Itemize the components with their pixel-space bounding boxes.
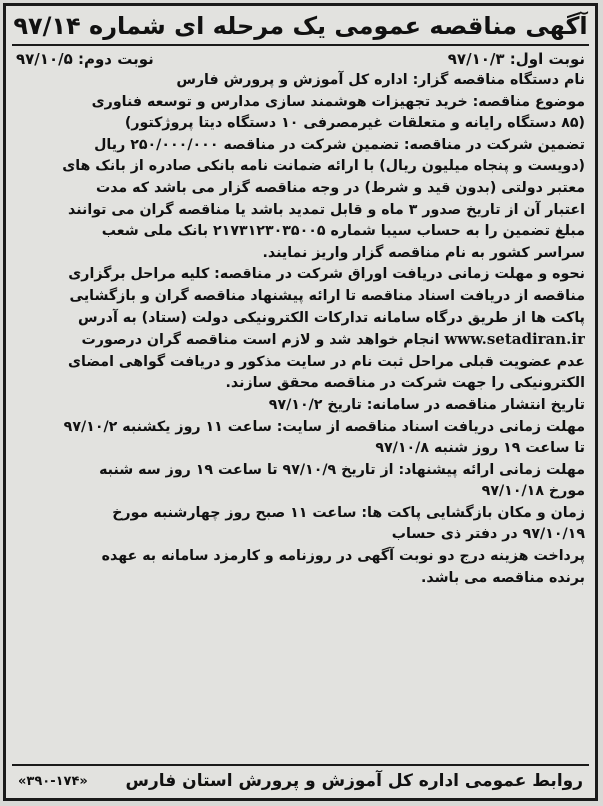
notice-footer xyxy=(12,764,589,796)
procedure-line-2: مناقصه از دریافت اسناد مناقصه تا ارائه پیشنهاد مناقصه گران و بازگشایی xyxy=(69,287,585,304)
system-publish-date: تاریخ انتشار مناقصه در سامانه: تاریخ ۹۷/۱۰/۲ xyxy=(268,396,585,413)
procedure-line-6: الکترونیکی را جهت شرکت در مناقصه محقق سازند. xyxy=(225,375,585,392)
first-publication: نوبت اول: ۹۷/۱۰/۳ xyxy=(447,50,585,68)
procedure-line-5: عدم عضویت قبلی مراحل ثبت نام در سایت مذکور و دریافت گواهی امضای xyxy=(68,353,585,370)
bid-deadline-line-2: مورخ ۹۷/۱۰/۱۸ xyxy=(481,483,585,500)
cost-line-2: برنده مناقصه می باشد. xyxy=(421,569,585,586)
organizer-line: نام دستگاه مناقصه گزار: اداره کل آموزش و پرورش فارس xyxy=(176,72,585,88)
procedure-line-4: www.setadiran.ir انجام خواهد شد و لازم است مناقصه گران درصورت xyxy=(81,330,585,349)
footer-organization: روابط عمومی اداره کل آموزش و پرورش استان فارس xyxy=(125,771,583,791)
guarantee-line-5: مبلغ تضمین را به حساب سیبا شماره ۲۱۷۳۱۲۳۰۳۵۰۰۵ بانک ملی شعب xyxy=(101,223,585,240)
subject-detail-line: (۸۵ دستگاه رایانه و متعلقات غیرمصرفی ۱۰ دستگاه دیتا پروژکتور) xyxy=(124,115,585,132)
guarantee-line-1: تضمین شرکت در مناقصه: تضمین شرکت در مناقصه ۲۵۰/۰۰۰/۰۰۰ ریال xyxy=(94,136,585,153)
opening-line-1: زمان و مکان بازگشایی پاکت ها: ساعت ۱۱ صبح روز چهارشنبه مورخ xyxy=(112,504,585,521)
guarantee-line-3: معتبر دولتی (بدون قید و شرط) در وجه مناقصه گزار می باشد که مدت xyxy=(95,179,585,196)
guarantee-line-4: اعتبار آن از تاریخ صدور ۳ ماه و قابل تمدید باشد یا مناقصه گران می توانند xyxy=(68,201,585,218)
guarantee-line-6: سراسر کشور به نام مناقصه گزار واریز نمایند. xyxy=(262,244,585,261)
footer-code: «۳۹۰-۱۷۴» xyxy=(18,773,88,789)
tender-notice xyxy=(3,3,598,801)
subject-line: موضوع مناقصه: خرید تجهیزات هوشمند سازی مدارس و توسعه فناوری xyxy=(91,93,585,110)
guarantee-line-2: (دویست و پنجاه میلیون ریال) با ارائه ضمانت نامه بانکی صادره از بانک های xyxy=(62,158,585,175)
second-publication: نوبت دوم: ۹۷/۱۰/۵ xyxy=(16,50,154,68)
publication-dates xyxy=(16,49,585,70)
bid-deadline-line-1: مهلت زمانی ارائه پیشنهاد: از تاریخ ۹۷/۱۰/۹ تا ساعت ۱۹ روز سه شنبه xyxy=(99,461,585,478)
procedure-line-1: نحوه و مهلت زمانی دریافت اوراق شرکت در مناقصه: کلیه مراحل برگزاری xyxy=(68,266,585,283)
docs-deadline-line-2: تا ساعت ۱۹ روز شنبه ۹۷/۱۰/۸ xyxy=(375,440,585,457)
notice-title: آگهی مناقصه عمومی یک مرحله ای شماره ۹۷/۱۴ xyxy=(12,8,589,46)
website-link[interactable]: www.setadiran.ir xyxy=(444,330,585,349)
procedure-line-3: پاکت ها از طریق درگاه سامانه تدارکات الکترونیکی دولت (ستاد) به آدرس xyxy=(77,309,585,326)
notice-body xyxy=(16,70,585,589)
cost-line-1: پرداخت هزینه درج دو نوبت آگهی در روزنامه و کارمزد سامانه به عهده xyxy=(101,548,585,565)
docs-deadline-line-1: مهلت زمانی دریافت اسناد مناقصه از سایت: ساعت ۱۱ روز یکشنبه ۹۷/۱۰/۲ xyxy=(63,418,585,435)
opening-line-2: ۹۷/۱۰/۱۹ در دفتر ذی حساب xyxy=(391,526,585,543)
